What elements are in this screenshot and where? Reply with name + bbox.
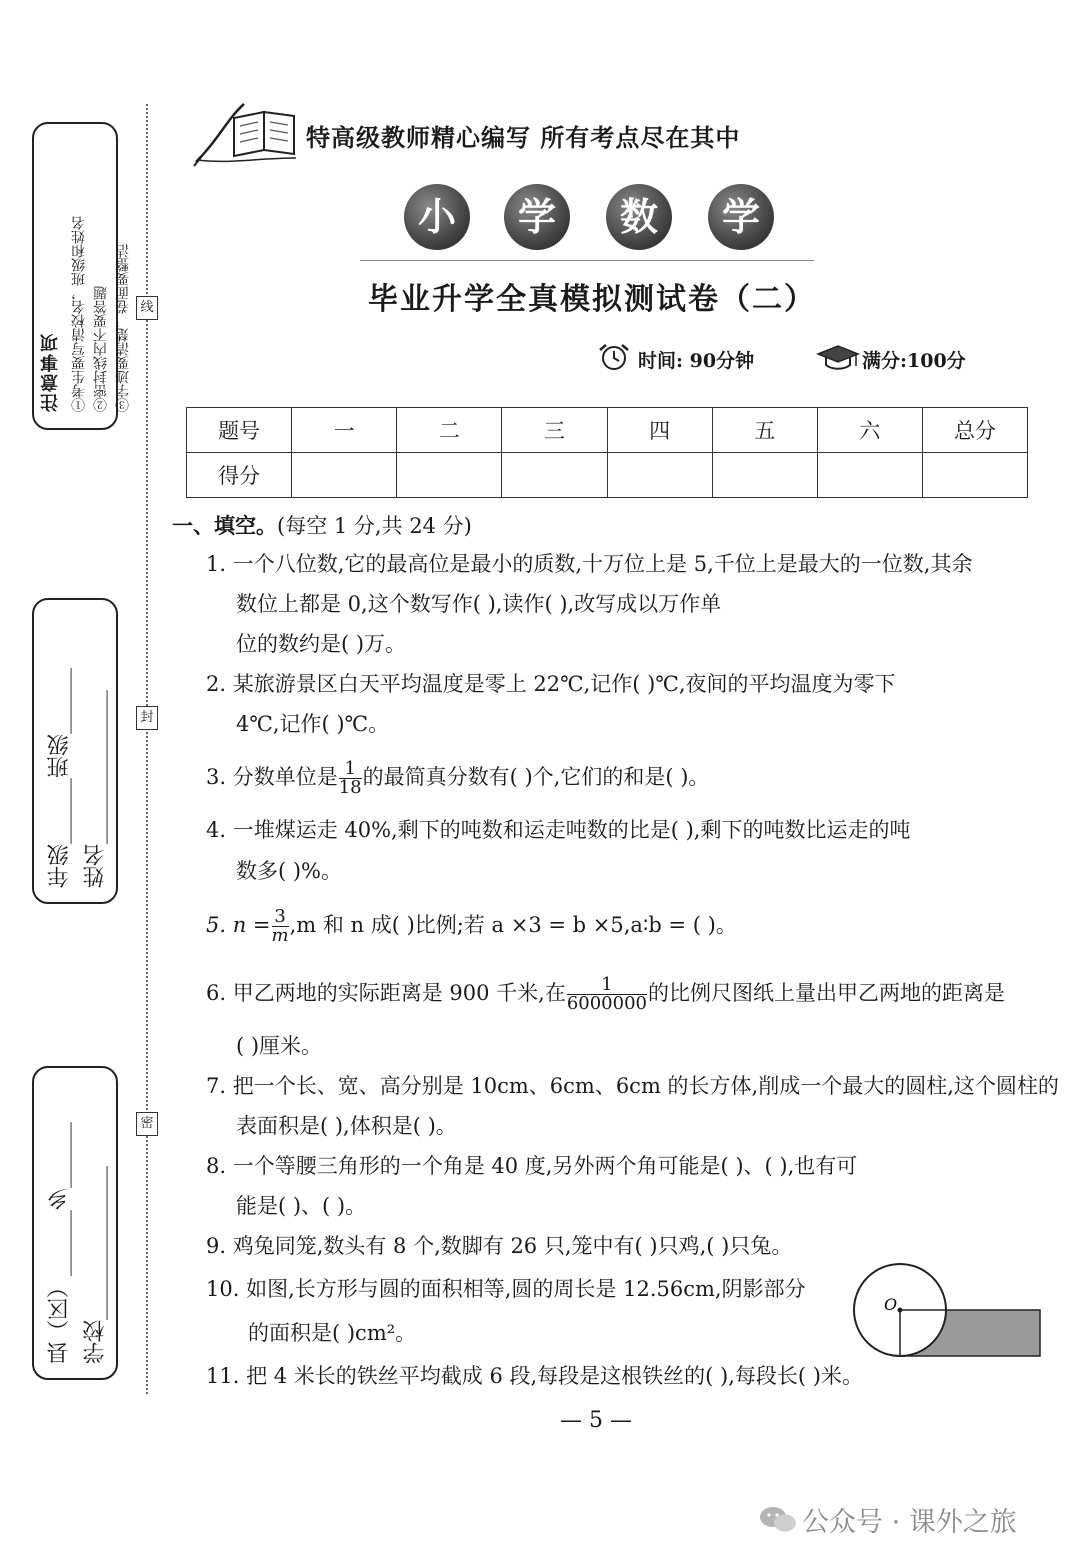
table-header-cell: 题号 bbox=[187, 408, 292, 453]
section-heading: 一、填空。 bbox=[172, 514, 277, 538]
question-7-line-2: 表面积是( ),体积是( )。 bbox=[236, 1114, 457, 1138]
fraction-3-m bbox=[272, 908, 289, 945]
score-row-label: 得分 bbox=[187, 453, 292, 498]
grade-class-field[interactable]: 年级______班级______ bbox=[47, 668, 72, 888]
graduation-cap-icon bbox=[816, 344, 860, 372]
score-cell[interactable] bbox=[397, 453, 502, 498]
question-6-suffix: 的比例尺图纸上量出甲乙两地的距离是 bbox=[648, 981, 1005, 1005]
question-11: 11. 把 4 米长的铁丝平均截成 6 段,每段是这根铁丝的( ),每段长( )米。 bbox=[206, 1364, 863, 1388]
question-2-line-1: 2. 某旅游景区白天平均温度是零上 22℃,记作( )℃,夜间的平均温度为零下 bbox=[206, 672, 896, 696]
table-header-cell: 一 bbox=[292, 408, 397, 453]
figure-center-label: O bbox=[884, 1295, 898, 1314]
notice-item-2: ②密封线内不要答题 bbox=[93, 286, 109, 412]
table-header-cell: 总分 bbox=[922, 408, 1027, 453]
question-3-prefix: 3. 分数单位是 bbox=[206, 765, 338, 789]
score-table bbox=[186, 407, 1028, 498]
notice-box bbox=[32, 122, 131, 430]
notice-item-3: ③字迹要清楚，卷面要整洁 bbox=[115, 244, 131, 412]
question-4-line-1: 4. 一堆煤运走 40%,剩下的吨数和运走吨数的比是( ),剩下的吨数比运走的吨 bbox=[206, 818, 911, 842]
question-6-line-2: ( )厘米。 bbox=[236, 1034, 323, 1058]
alarm-clock-icon bbox=[596, 342, 632, 372]
title-circles bbox=[400, 184, 780, 254]
cut-char-line: 线 bbox=[136, 296, 158, 320]
score-cell[interactable] bbox=[607, 453, 712, 498]
section-title bbox=[172, 510, 472, 540]
question-6-line-1 bbox=[206, 976, 1005, 1013]
book-quill-icon bbox=[188, 100, 300, 170]
score-cell[interactable] bbox=[922, 453, 1027, 498]
cut-char-secret: 密 bbox=[136, 1112, 158, 1136]
score-table-score-row bbox=[187, 453, 1028, 498]
notice-item-1: ①考生要写清校名，班级和姓名 bbox=[71, 216, 87, 412]
circle-rectangle-figure bbox=[852, 1262, 1044, 1362]
slogan: 特高级教师精心编写 所有考点尽在其中 bbox=[306, 124, 741, 152]
question-10-line-2: 的面积是( )cm²。 bbox=[248, 1321, 417, 1345]
table-header-cell: 五 bbox=[712, 408, 817, 453]
table-header-cell: 三 bbox=[502, 408, 607, 453]
table-header-cell: 二 bbox=[397, 408, 502, 453]
question-1-line-2: 数位上都是 0,这个数写作( ),读作( ),改写成以万作单 bbox=[236, 592, 722, 616]
title-char-3: 数 bbox=[606, 184, 672, 250]
title-char-1: 小 bbox=[404, 184, 470, 250]
question-10-line-1: 10. 如图,长方形与圆的面积相等,圆的周长是 12.56cm,阴影部分 bbox=[206, 1277, 806, 1301]
question-4-line-2: 数多( )%。 bbox=[236, 859, 343, 883]
fraction-denominator: 6000000 bbox=[566, 993, 647, 1014]
page-number: — 5 — bbox=[560, 1408, 632, 1433]
section-note: (每空 1 分,共 24 分) bbox=[277, 514, 472, 538]
score-cell[interactable] bbox=[712, 453, 817, 498]
full-score: 满分:100分 bbox=[862, 350, 966, 372]
fraction-numerator: 3 bbox=[272, 908, 289, 927]
question-5 bbox=[206, 908, 737, 945]
question-6-prefix: 6. 甲乙两地的实际距离是 900 千米,在 bbox=[206, 981, 566, 1005]
question-5-prefix: 5. n = bbox=[206, 913, 271, 937]
school-info-box bbox=[32, 1066, 118, 1380]
fraction-1-18 bbox=[339, 760, 362, 797]
fraction-scale bbox=[567, 976, 647, 1013]
notice-heading: 注意事项 bbox=[40, 332, 61, 412]
question-1-line-3: 位的数约是( )万。 bbox=[236, 632, 407, 656]
question-7-line-1: 7. 把一个长、宽、高分别是 10cm、6cm、6cm 的长方体,削成一个最大的圆柱,这个圆柱的 bbox=[206, 1074, 1059, 1098]
cut-char-seal: 封 bbox=[136, 706, 158, 730]
question-2-line-2: 4℃,记作( )℃。 bbox=[236, 712, 390, 736]
table-header-cell: 四 bbox=[607, 408, 712, 453]
title-char-2: 学 bbox=[504, 184, 570, 250]
score-cell[interactable] bbox=[292, 453, 397, 498]
score-table-header-row bbox=[187, 408, 1028, 453]
watermark-text: 公众号 · 课外之旅 bbox=[802, 1507, 1017, 1538]
wechat-icon bbox=[758, 1504, 798, 1534]
question-1-line-1: 1. 一个八位数,它的最高位是最小的质数,十万位上是 5,千位上是最大的一位数,其余 bbox=[206, 552, 973, 576]
county-town-field[interactable]: 县（区）______乡______ bbox=[47, 1122, 72, 1364]
class-info-box bbox=[32, 598, 118, 904]
title-divider bbox=[360, 260, 814, 261]
question-9: 9. 鸡兔同笼,数头有 8 个,数脚有 26 只,笼中有( )只鸡,( )只兔。 bbox=[206, 1234, 793, 1258]
title-char-4: 学 bbox=[708, 184, 774, 250]
question-3 bbox=[206, 760, 709, 797]
question-5-suffix: ,m 和 n 成( )比例;若 a ×3 = b ×5,a∶b = ( )。 bbox=[289, 913, 737, 937]
score-cell[interactable] bbox=[817, 453, 922, 498]
exam-subtitle: 毕业升学全真模拟测试卷（二） bbox=[368, 282, 816, 317]
fraction-numerator: 1 bbox=[339, 760, 362, 779]
name-field[interactable]: 姓名______________ bbox=[83, 690, 108, 888]
question-3-suffix: 的最简真分数有( )个,它们的和是( )。 bbox=[362, 765, 710, 789]
fraction-denominator: 18 bbox=[338, 777, 362, 798]
school-field[interactable]: 学校______________ bbox=[83, 1166, 108, 1364]
fraction-denominator: m bbox=[271, 925, 289, 946]
question-8-line-1: 8. 一个等腰三角形的一个角是 40 度,另外两个角可能是( )、( ),也有可 bbox=[206, 1154, 858, 1178]
exam-time: 时间: 90分钟 bbox=[638, 350, 755, 372]
table-header-cell: 六 bbox=[817, 408, 922, 453]
question-8-line-2: 能是( )、( )。 bbox=[236, 1194, 367, 1218]
fraction-numerator: 1 bbox=[567, 976, 647, 995]
score-cell[interactable] bbox=[502, 453, 607, 498]
